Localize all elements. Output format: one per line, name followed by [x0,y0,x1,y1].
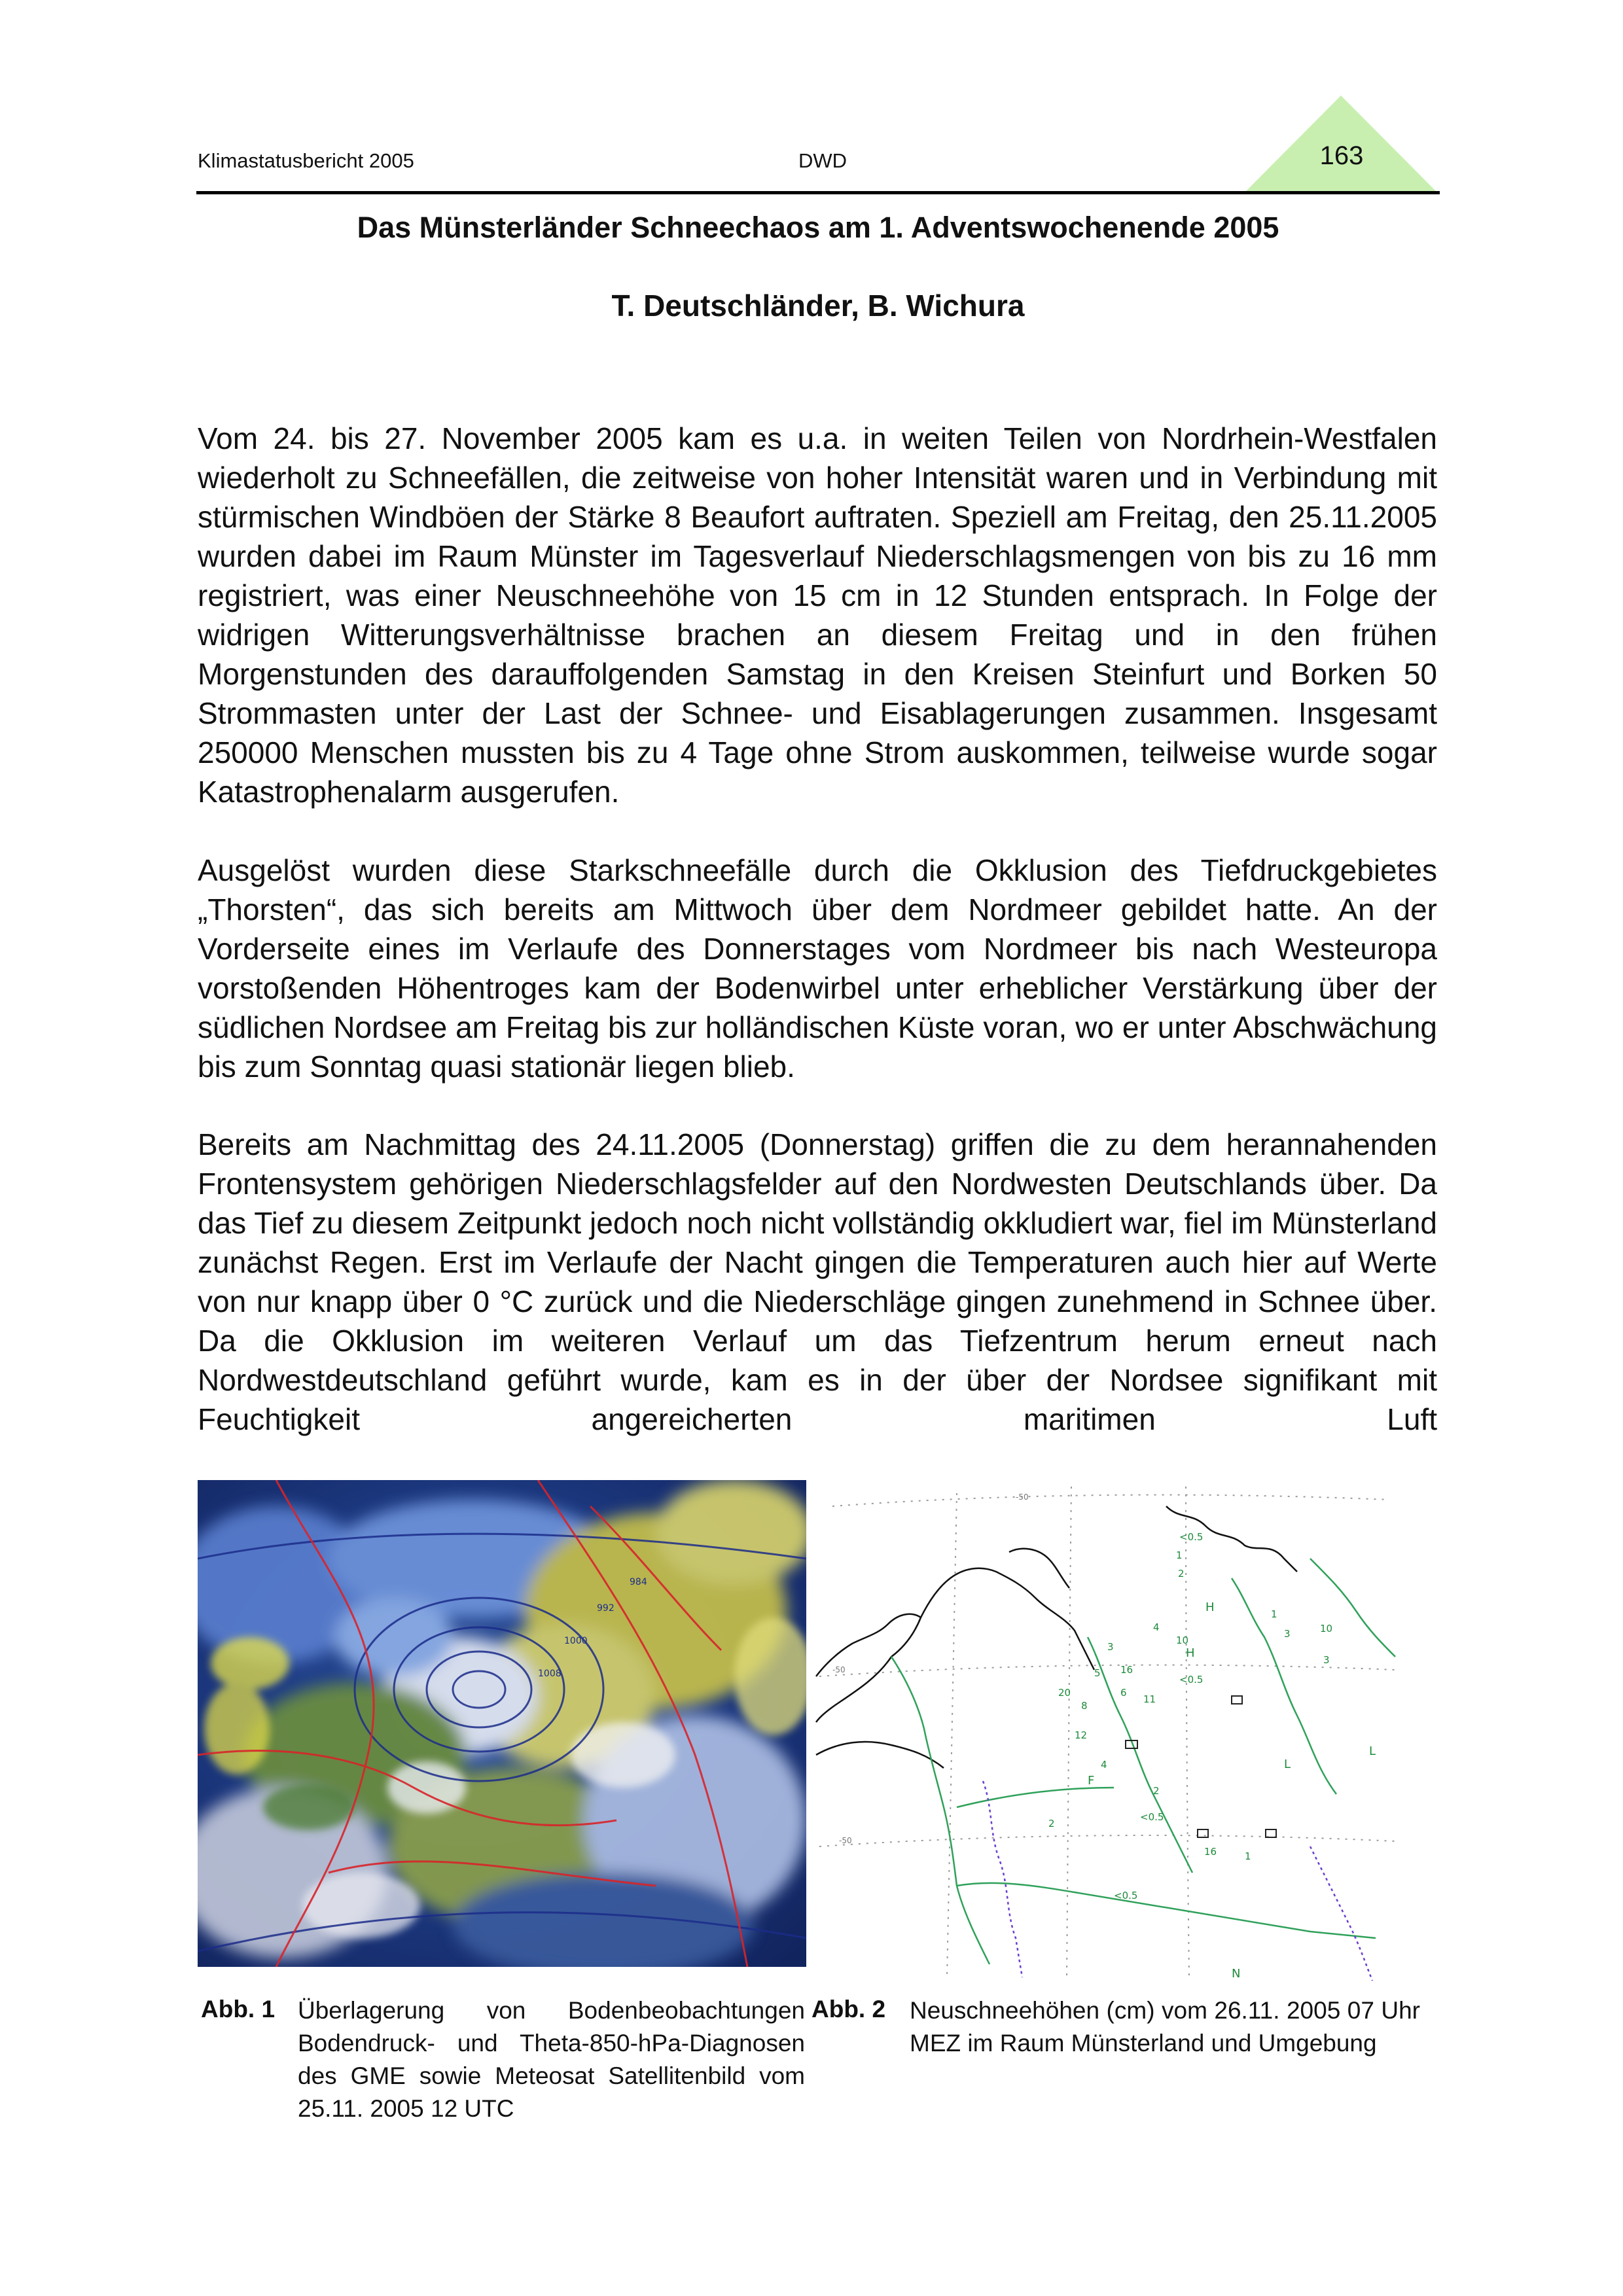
isobar-label: 1008 [538,1669,562,1679]
station-value: 1 [1245,1850,1251,1862]
figure-1-label: Abb. 1 [201,1996,276,2022]
station-value: 11 [1143,1693,1156,1705]
station-value: <0.5 [1179,1674,1204,1686]
station-value: 10 [1320,1623,1333,1634]
map-letter: L [1369,1744,1376,1758]
station-value: 20 [1058,1687,1071,1699]
station-value: <0.5 [1140,1811,1164,1823]
station-value: 10 [1176,1634,1189,1646]
map-letter: L [1284,1757,1291,1771]
grid-label: -50 [832,1665,846,1674]
figure-2-label: Abb. 2 [812,1996,886,2022]
station-value: <0.5 [1114,1890,1138,1901]
page-number: 163 [1319,141,1364,170]
figure-2-caption: Neuschneehöhen (cm) vom 26.11. 2005 07 Uhr MEZ im Raum Münsterland und Umgebung [910,1997,1420,2057]
map-letter: F [1088,1774,1095,1788]
station-value: 6 [1120,1687,1127,1699]
authors: T. Deutschländer, B. Wichura [611,289,1025,323]
station-value: 16 [1204,1846,1217,1858]
station-value: 3 [1323,1654,1330,1666]
figure-2-snow-map [813,1480,1402,1984]
organization: DWD [798,149,847,172]
report-title: Klimastatusbericht 2005 [198,149,414,172]
station-value: 3 [1284,1628,1291,1640]
station-value: 5 [1094,1667,1101,1679]
grid-label: -50 [1016,1492,1029,1502]
station-value: 2 [1048,1818,1055,1829]
isobar-label: 1000 [564,1636,588,1646]
grid-label: -50 [839,1836,852,1845]
station-value: 1 [1176,1549,1183,1561]
map-letter: H [1205,1600,1215,1614]
figure-1-satellite-image [198,1480,806,1967]
paragraph-1: Vom 24. bis 27. November 2005 kam es u.a. in weiten Teilen von Nordrhein-Westfalen wiederholt zu Schneefällen, die zeitweise von hoher Intensität waren und in Verbindung mit stürmischen Windböen der Stärke 8 Beaufort auftraten. Speziell am Freitag, den 25.11.2005 wurden dabei im Raum Münster im Tagesverlauf Niederschlagsmengen von bis zu 16 mm registriert, was einer Neuschneehöhe von 15 cm in 12 Stunden entsprach. In Folge der widrigen Witterungsverhältnisse brachen an diesem Freitag und in den frühen Morgenstunden des darauffolgenden Samstag in den Kreisen Steinfurt und Borken 50 Strommasten unter der Last der Schnee- und Eisablagerungen zusammen. Insgesamt 250000 Menschen mussten bis zu 4 Tage ohne Strom auskommen, teilweise wurde sogar Katastrophenalarm ausgerufen. [198,421,1437,809]
article-title: Das Münsterländer Schneechaos am 1. Adventswochenende 2005 [357,211,1279,244]
station-value: 1 [1271,1608,1277,1620]
station-value: 16 [1120,1664,1133,1676]
map-letter: N [1232,1967,1241,1981]
station-value: 2 [1178,1568,1185,1580]
paragraph-2: Ausgelöst wurden diese Starkschneefälle durch die Okklusion des Tiefdruckgebietes „Thorsten“, das sich bereits am Mittwoch über dem Nordmeer gebildet hatte. An der Vorderseite eines im Verlaufe des Donnerstages vom Nordmeer bis nach Westeuropa vorstoßenden Höhentroges kam der Bodenwirbel unter erheblicher Verstärkung über der südlichen Nordsee am Freitag bis zur holländischen Küste voran, wo er unter Abschwächung bis zum Sonntag quasi stationär liegen blieb. [198,853,1437,1084]
station-value: 4 [1101,1759,1107,1771]
header-rule [196,191,1440,194]
paragraph-3: Bereits am Nachmittag des 24.11.2005 (Donnerstag) griffen die zu dem herannahenden Frontensystem gehörigen Niederschlagsfelder auf den Nordwesten Deutschlands über. Da das Tief zu diesem Zeitpunkt jedoch noch nicht vollständig okkludiert war, fiel im Münsterland zunächst Regen. Erst im Verlaufe der Nacht gingen die Temperaturen auch hier auf Werte von nur knapp über 0 °C zurück und die Niederschläge gingen zunehmend in Schnee über. Da die Okklusion im weiteren Verlauf um das Tiefzentrum herum erneut nach Nordwestdeutschland geführt wurde, kam es in der über der Nordsee signifikant mit Feuchtigkeit angereicherten maritimen Luft [198,1127,1437,1436]
station-value: 12 [1075,1729,1088,1741]
station-value: 2 [1153,1785,1160,1797]
station-value: <0.5 [1179,1531,1204,1543]
isobar-label: 984 [630,1577,647,1587]
station-value: 4 [1153,1621,1160,1633]
station-value: 8 [1081,1700,1088,1712]
isobar-label: 992 [597,1603,615,1614]
figure-1-caption: Überlagerung von Bodenbeobachtungen Bodendruck- und Theta-850-hPa-Diagnosen des GME sowie Meteosat Satellitenbild vom 25.11. 2005 12 UTC [298,1997,805,2122]
station-value: 3 [1107,1641,1114,1653]
map-letter: H [1186,1646,1195,1660]
